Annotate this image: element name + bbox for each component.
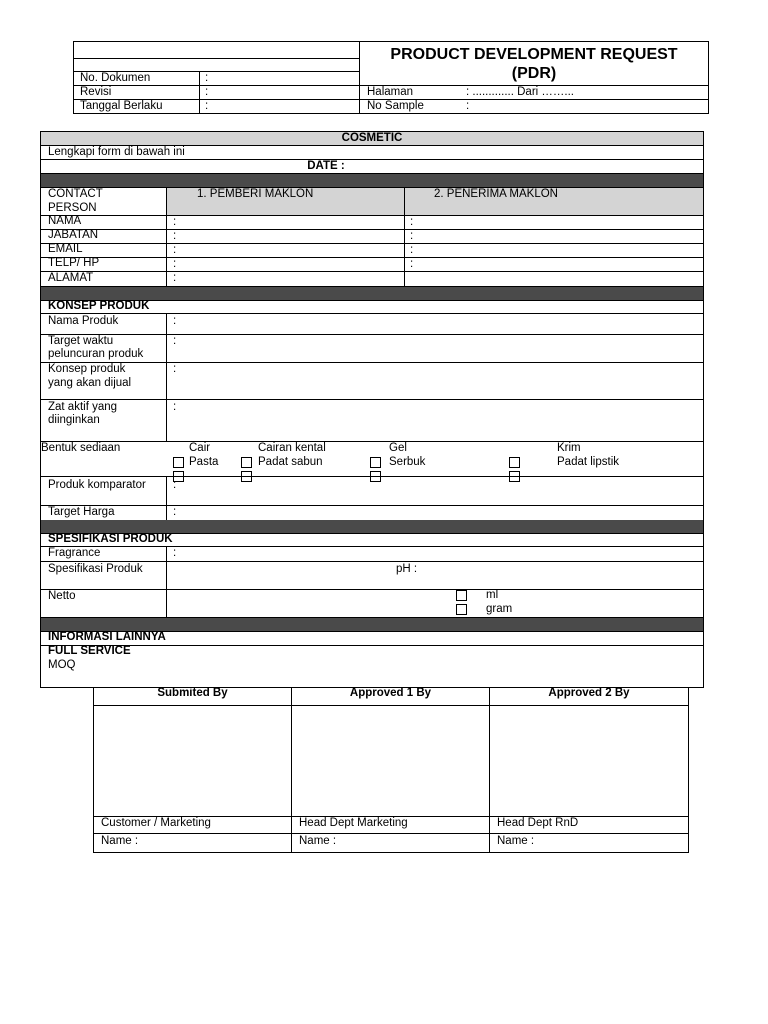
jabatan-label: JABATAN bbox=[48, 229, 99, 241]
nama-produk-label: Nama Produk bbox=[48, 315, 119, 327]
email-pemberi-field[interactable]: : bbox=[173, 244, 177, 256]
no-sample-label: No Sample bbox=[367, 100, 424, 112]
konsep-field[interactable]: : bbox=[173, 363, 177, 375]
revisi-label: Revisi bbox=[80, 86, 112, 98]
konsep-label-2: yang akan dijual bbox=[48, 377, 132, 389]
nama-label: NAMA bbox=[48, 215, 82, 227]
halaman-value[interactable]: : ............. Dari ……... bbox=[466, 86, 574, 98]
bentuk-sediaan-label: Bentuk sediaan bbox=[41, 442, 121, 454]
zat-aktif-label-2: diinginkan bbox=[48, 414, 100, 426]
target-waktu-label-2: peluncuran produk bbox=[48, 348, 144, 360]
approved-1-role: Head Dept Marketing bbox=[299, 817, 408, 829]
target-harga-field[interactable]: : bbox=[173, 506, 177, 518]
submitted-role: Customer / Marketing bbox=[101, 817, 211, 829]
pemberi-maklon-header: 1. PEMBERI MAKLON bbox=[197, 188, 314, 200]
target-harga-label: Target Harga bbox=[48, 506, 115, 518]
submitted-name-field[interactable]: Name : bbox=[101, 835, 139, 847]
telp-label: TELP/ HP bbox=[48, 257, 100, 269]
form-instruction: Lengkapi form di bawah ini bbox=[48, 146, 185, 158]
jabatan-pemberi-field[interactable]: : bbox=[173, 230, 177, 242]
tanggal-colon: : bbox=[205, 100, 209, 112]
no-dokumen-label: No. Dokumen bbox=[80, 72, 151, 84]
option-cair-label: Cair bbox=[189, 442, 211, 454]
checkbox-cair[interactable] bbox=[173, 457, 184, 468]
alamat-pemberi-field[interactable]: : bbox=[173, 272, 177, 284]
approved-1-header: Approved 1 By bbox=[349, 687, 432, 699]
checkbox-gel[interactable] bbox=[370, 457, 381, 468]
penerima-maklon-header: 2. PENERIMA MAKLON bbox=[434, 188, 558, 200]
telp-pemberi-field[interactable]: : bbox=[173, 258, 177, 270]
spesifikasi-produk-heading: SPESIFIKASI PRODUK bbox=[48, 533, 173, 545]
informasi-lainnya-heading: INFORMASI LAINNYA bbox=[48, 631, 166, 643]
fragrance-field[interactable]: : bbox=[173, 547, 177, 559]
tanggal-label: Tanggal Berlaku bbox=[80, 100, 163, 112]
moq-label[interactable]: MOQ bbox=[48, 659, 76, 671]
approved-2-name-field[interactable]: Name : bbox=[497, 835, 535, 847]
produk-komparator-label: Produk komparator bbox=[48, 479, 146, 491]
document-title-abbrev: (PDR) bbox=[511, 65, 557, 82]
option-cairan-kental-label: Cairan kental bbox=[258, 442, 326, 454]
option-padat-lipstik-label: Padat lipstik bbox=[557, 456, 620, 468]
option-gel-label: Gel bbox=[389, 442, 407, 454]
submitted-signature-box[interactable] bbox=[94, 706, 291, 816]
checkbox-ml[interactable] bbox=[456, 590, 467, 601]
option-krim-label: Krim bbox=[557, 442, 581, 454]
no-sample-value[interactable]: : bbox=[466, 100, 470, 112]
zat-aktif-field[interactable]: : bbox=[173, 401, 177, 413]
approved-2-header: Approved 2 By bbox=[548, 687, 630, 699]
konsep-label: Konsep produk bbox=[48, 363, 126, 375]
target-waktu-label: Target waktu bbox=[48, 335, 114, 347]
jabatan-penerima-field[interactable]: : bbox=[410, 230, 414, 242]
checkbox-gram[interactable] bbox=[456, 604, 467, 615]
checkbox-cairan-kental[interactable] bbox=[241, 457, 252, 468]
revisi-colon: : bbox=[205, 86, 209, 98]
option-pasta-label: Pasta bbox=[189, 456, 219, 468]
unit-ml-label: ml bbox=[486, 589, 499, 601]
form-section-title: COSMETIC bbox=[341, 132, 403, 144]
approved-1-signature-box[interactable] bbox=[292, 706, 489, 816]
document-title: PRODUCT DEVELOPMENT REQUEST bbox=[390, 46, 678, 63]
checkbox-krim[interactable] bbox=[509, 457, 520, 468]
ph-field[interactable]: pH : bbox=[396, 563, 418, 575]
produk-komparator-field[interactable]: : bbox=[173, 479, 177, 491]
target-waktu-field[interactable]: : bbox=[173, 335, 177, 347]
full-service-label[interactable]: FULL SERVICE bbox=[48, 645, 131, 657]
approved-2-role: Head Dept RnD bbox=[497, 817, 579, 829]
fragrance-label: Fragrance bbox=[48, 547, 101, 559]
approved-2-signature-box[interactable] bbox=[490, 706, 688, 816]
submitted-by-header: Submited By bbox=[157, 687, 228, 699]
email-label: EMAIL bbox=[48, 243, 83, 255]
halaman-label: Halaman bbox=[367, 86, 414, 98]
approved-1-name-field[interactable]: Name : bbox=[299, 835, 337, 847]
date-label[interactable]: DATE : bbox=[307, 160, 345, 172]
no-dokumen-colon: : bbox=[205, 72, 209, 84]
email-penerima-field[interactable]: : bbox=[410, 244, 414, 256]
netto-label: Netto bbox=[48, 590, 76, 602]
alamat-label: ALAMAT bbox=[48, 272, 94, 284]
telp-penerima-field[interactable]: : bbox=[410, 258, 414, 270]
contact-person-label: CONTACT bbox=[48, 188, 103, 200]
nama-penerima-field[interactable]: : bbox=[410, 216, 414, 228]
unit-gram-label: gram bbox=[486, 603, 513, 615]
konsep-produk-heading: KONSEP PRODUK bbox=[48, 300, 150, 312]
spesifikasi-produk-label: Spesifikasi Produk bbox=[48, 563, 143, 575]
option-serbuk-label: Serbuk bbox=[389, 456, 426, 468]
option-padat-sabun-label: Padat sabun bbox=[258, 456, 323, 468]
contact-person-label-2: PERSON bbox=[48, 202, 97, 214]
zat-aktif-label: Zat aktif yang bbox=[48, 401, 118, 413]
nama-produk-field[interactable]: : bbox=[173, 315, 177, 327]
nama-pemberi-field[interactable]: : bbox=[173, 216, 177, 228]
